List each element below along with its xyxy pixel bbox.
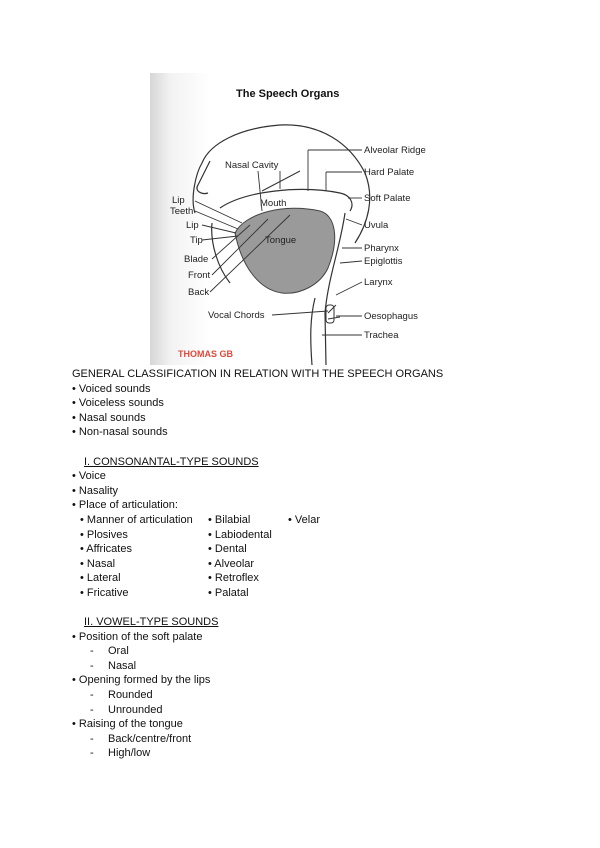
consonantal-grid-row bbox=[72, 557, 552, 572]
speech-organs-figure bbox=[150, 73, 440, 365]
label-uvula: Uvula bbox=[364, 220, 389, 231]
vowel-heading: II. VOWEL-TYPE SOUNDS bbox=[84, 616, 219, 629]
vowel-group-label: • Opening formed by the lips bbox=[72, 673, 552, 688]
label-blade: Blade bbox=[184, 254, 209, 265]
label-tip: Tip bbox=[190, 235, 203, 246]
vowel-sub-item: - Rounded bbox=[90, 689, 153, 702]
label-lip-top: Lip bbox=[172, 195, 185, 206]
grid-cell: • Dental bbox=[208, 543, 247, 556]
label-hard-palate: Hard Palate bbox=[364, 167, 415, 178]
general-item: • Non-nasal sounds bbox=[72, 425, 552, 440]
speech-organs-diagram bbox=[150, 73, 440, 365]
label-mouth: Mouth bbox=[260, 198, 287, 209]
vowel-sub-item: - Oral bbox=[90, 645, 129, 658]
grid-cell: • Manner of articulation bbox=[80, 513, 193, 526]
grid-cell: • Plosives bbox=[80, 528, 128, 541]
consonantal-item: • Voice bbox=[72, 469, 552, 484]
grid-cell: • Fricative bbox=[80, 586, 129, 599]
grid-cell: • Nasal bbox=[80, 557, 116, 570]
label-alveolar-ridge: Alveolar Ridge bbox=[364, 145, 426, 156]
grid-cell: • Labiodental bbox=[208, 528, 272, 541]
consonantal-item: • Nasality bbox=[72, 484, 552, 499]
general-item: • Nasal sounds bbox=[72, 411, 552, 426]
grid-cell: • Velar bbox=[288, 513, 320, 526]
consonantal-grid-row bbox=[72, 528, 552, 543]
label-back: Back bbox=[188, 287, 210, 298]
grid-cell: • Alveolar bbox=[208, 557, 255, 570]
label-tongue: Tongue bbox=[265, 235, 297, 246]
label-vocal-chords: Vocal Chords bbox=[208, 310, 265, 321]
general-heading: GENERAL CLASSIFICATION IN RELATION WITH THE SPEECH ORGANS bbox=[72, 368, 444, 380]
grid-cell: • Affricates bbox=[80, 543, 132, 556]
label-pharynx: Pharynx bbox=[364, 243, 399, 254]
label-nasal-cavity: Nasal Cavity bbox=[225, 160, 279, 171]
consonantal-grid-row bbox=[72, 586, 552, 601]
vowel-group-label: • Position of the soft palate bbox=[72, 630, 552, 645]
grid-cell: • Palatal bbox=[208, 586, 249, 599]
grid-cell: • Retroflex bbox=[208, 572, 259, 585]
consonantal-grid-row bbox=[72, 571, 552, 586]
vowel-sub-item: - High/low bbox=[90, 747, 151, 760]
label-larynx: Larynx bbox=[364, 277, 393, 288]
consonantal-heading: I. CONSONANTAL-TYPE SOUNDS bbox=[84, 455, 259, 468]
label-epiglottis: Epiglottis bbox=[364, 256, 403, 267]
vowel-sub-item: - Nasal bbox=[90, 659, 137, 672]
figure-title: The Speech Organs bbox=[236, 88, 340, 100]
grid-cell: • Bilabial bbox=[208, 513, 251, 526]
label-soft-palate: Soft Palate bbox=[364, 193, 411, 204]
figure-credit: THOMAS GB bbox=[178, 349, 233, 359]
document-body bbox=[72, 367, 552, 761]
vowel-group-label: • Raising of the tongue bbox=[72, 717, 552, 732]
consonantal-grid-row bbox=[72, 542, 552, 557]
general-item: • Voiced sounds bbox=[72, 382, 552, 397]
consonantal-item: • Place of articulation: bbox=[72, 498, 552, 513]
label-teeth: Teeth bbox=[170, 206, 194, 217]
label-front: Front bbox=[188, 270, 211, 281]
vowel-sub-item: - Back/centre/front bbox=[90, 732, 192, 745]
general-item: • Voiceless sounds bbox=[72, 396, 552, 411]
label-oesophagus: Oesophagus bbox=[364, 311, 418, 322]
label-lip-bottom: Lip bbox=[186, 220, 199, 231]
consonantal-grid-row bbox=[72, 513, 552, 528]
vowel-sub-item: - Unrounded bbox=[90, 703, 163, 716]
grid-cell: • Lateral bbox=[80, 572, 121, 585]
label-trachea: Trachea bbox=[364, 330, 399, 341]
